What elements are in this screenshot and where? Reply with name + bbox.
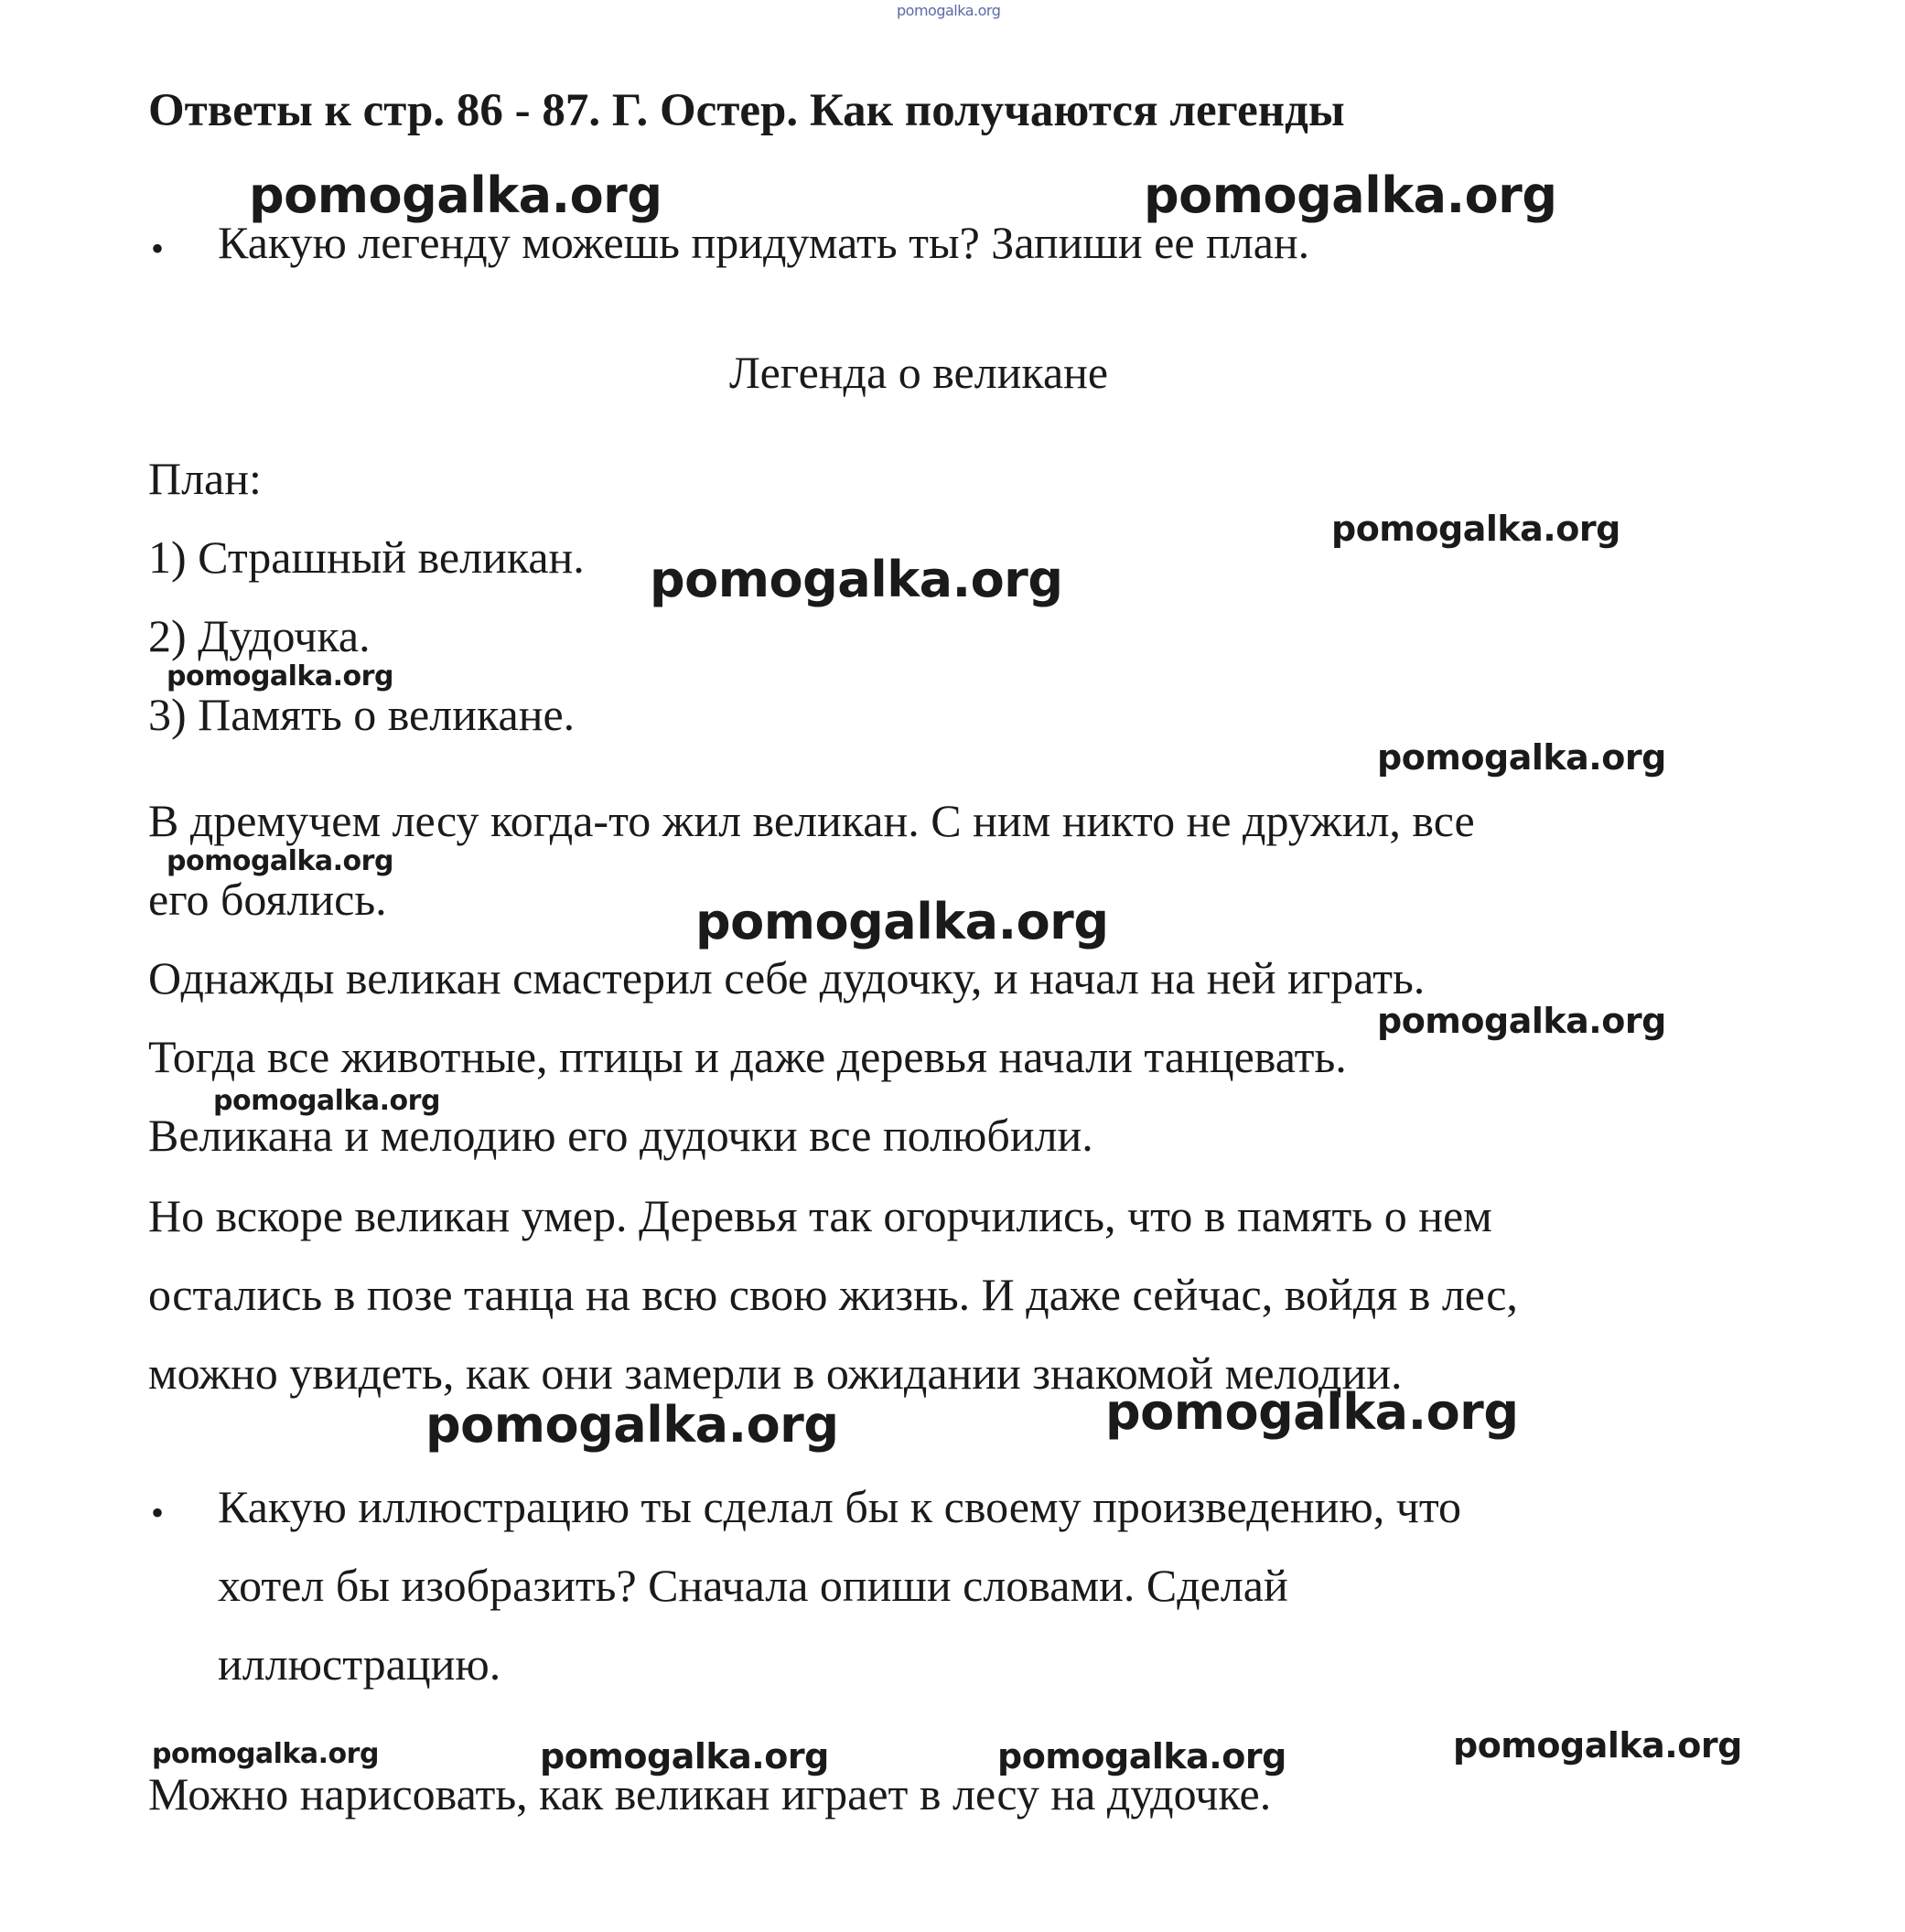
question2-bullet: • <box>151 1492 165 1533</box>
watermark: pomogalka.org <box>1377 1001 1666 1041</box>
watermark: pomogalka.org <box>650 551 1063 608</box>
watermark: pomogalka.org <box>167 845 393 877</box>
story-line-1: В дремучем лесу когда-то жил великан. С ним никто не дружил, все <box>148 795 1475 846</box>
question2-line-3: иллюстрацию. <box>218 1638 501 1690</box>
story-line-7: остались в позе танца на всю свою жизнь. И даже сейчас, войдя в лес, <box>148 1269 1518 1320</box>
watermark: pomogalka.org <box>1331 509 1620 549</box>
watermark: pomogalka.org <box>695 893 1109 950</box>
plan-label: План: <box>148 453 262 504</box>
question1-text: Какую легенду можешь придумать ты? Запиши ее план. <box>218 217 1310 268</box>
question2-line-1: Какую иллюстрацию ты сделал бы к своему произведению, что <box>218 1481 1462 1532</box>
story-line-6: Но вскоре великан умер. Деревья так огорчились, что в память о нем <box>148 1190 1492 1241</box>
watermark: pomogalka.org <box>249 166 662 224</box>
watermark: pomogalka.org <box>540 1736 829 1776</box>
watermark: pomogalka.org <box>213 1085 440 1117</box>
legend-title: Легенда о великане <box>729 347 1109 398</box>
answer2-text: Можно нарисовать, как великан играет в лесу на дудочке. <box>148 1768 1272 1819</box>
story-line-2: его боялись. <box>148 874 387 925</box>
watermark: pomogalka.org <box>997 1736 1286 1776</box>
top-watermark: pomogalka.org <box>897 2 1001 19</box>
watermark: pomogalka.org <box>167 660 393 692</box>
plan-item-1: 1) Страшный великан. <box>148 531 585 583</box>
story-line-8: можно увидеть, как они замерли в ожидании знакомой мелодии. <box>148 1347 1403 1399</box>
watermark: pomogalka.org <box>152 1738 379 1770</box>
plan-item-2: 2) Дудочка. <box>148 610 371 661</box>
story-line-3: Однажды великан смастерил себе дудочку, и начал на ней играть. <box>148 952 1426 1004</box>
page-title: Ответы к стр. 86 - 87. Г. Остер. Как получаются легенды <box>148 85 1345 136</box>
watermark: pomogalka.org <box>1377 737 1666 778</box>
watermark: pomogalka.org <box>425 1396 839 1454</box>
watermark: pomogalka.org <box>1453 1725 1742 1766</box>
question1-bullet: • <box>151 228 165 269</box>
story-line-5: Великана и мелодию его дудочки все полюбили. <box>148 1110 1093 1161</box>
story-line-4: Тогда все животные, птицы и даже деревья начали танцевать. <box>148 1031 1347 1082</box>
watermark: pomogalka.org <box>1105 1383 1519 1441</box>
watermark: pomogalka.org <box>1144 166 1557 224</box>
question2-line-2: хотел бы изобразить? Сначала опиши словами. Сделай <box>218 1560 1288 1611</box>
plan-item-3: 3) Память о великане. <box>148 689 576 740</box>
